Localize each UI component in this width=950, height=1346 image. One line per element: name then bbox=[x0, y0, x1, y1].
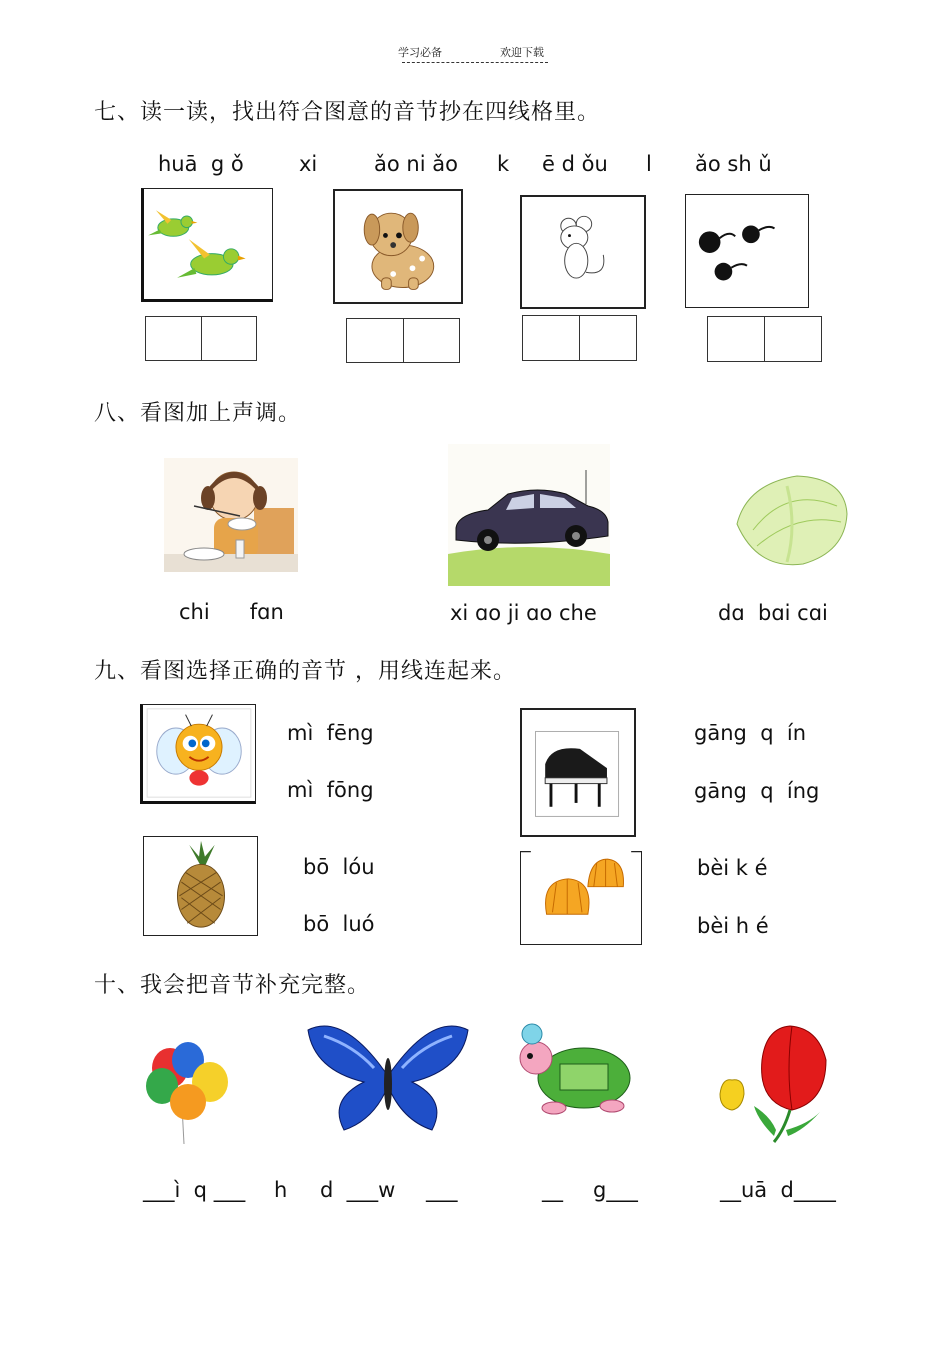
section7-pinyin-6: l bbox=[646, 152, 652, 176]
pineapple-picture bbox=[143, 836, 258, 936]
section8-caption-2: xi ɑo ji ɑo che bbox=[450, 601, 597, 625]
piano-picture bbox=[520, 708, 636, 837]
option-pineapple-2[interactable]: bō luó bbox=[303, 912, 375, 936]
section7-pinyin-4: k bbox=[497, 152, 510, 176]
option-bee-1[interactable]: mì fēng bbox=[287, 721, 374, 745]
section8-title: 八、看图加上声调。 bbox=[94, 401, 302, 426]
puppy-picture bbox=[333, 189, 463, 304]
writing-grid-1[interactable] bbox=[145, 316, 257, 361]
header-left: 学习必备 bbox=[398, 46, 442, 59]
blank-h[interactable]: h bbox=[274, 1178, 288, 1202]
writing-grid-4[interactable] bbox=[707, 316, 822, 362]
option-bee-2[interactable]: mì fōng bbox=[287, 778, 374, 802]
bee-picture bbox=[140, 704, 256, 804]
header-right: 欢迎下载 bbox=[500, 46, 544, 59]
blank-turtle-1[interactable]: __ bbox=[542, 1178, 563, 1202]
mouse-picture bbox=[520, 195, 646, 309]
section7-pinyin-7: ǎo sh ǔ bbox=[695, 152, 772, 176]
section7-pinyin-5: ē d ǒu bbox=[542, 152, 608, 176]
balloons-picture bbox=[126, 1026, 250, 1150]
option-piano-1[interactable]: gāng q ín bbox=[694, 721, 807, 745]
section7-pinyin-3: ǎo ni ǎo bbox=[374, 152, 458, 176]
section8-caption-1: chi fɑn bbox=[179, 600, 284, 624]
turtle-picture bbox=[504, 1012, 638, 1122]
option-shells-2[interactable]: bèi h é bbox=[697, 914, 769, 938]
writing-grid-2[interactable] bbox=[346, 318, 460, 363]
writing-grid-3[interactable] bbox=[522, 315, 637, 361]
section8-caption-3: dɑ bɑi cɑi bbox=[718, 601, 828, 625]
section7-pinyin-1: huā g ǒ bbox=[158, 152, 244, 176]
car-picture bbox=[448, 444, 610, 586]
blank-flower[interactable]: __uā d____ bbox=[720, 1178, 836, 1202]
blank-butterfly[interactable]: d ___w bbox=[320, 1178, 396, 1202]
blank-balloons[interactable]: ___ì q ___ bbox=[143, 1178, 246, 1202]
header-divider bbox=[402, 62, 548, 63]
girl-eating-picture bbox=[164, 458, 298, 572]
option-shells-1[interactable]: bèi k é bbox=[697, 856, 768, 880]
option-pineapple-1[interactable]: bō lóu bbox=[303, 855, 375, 879]
cabbage-picture bbox=[727, 466, 853, 574]
blank-butterfly-end[interactable]: ___ bbox=[426, 1178, 458, 1202]
flower-picture bbox=[714, 1020, 838, 1146]
section7-pinyin-2: xi bbox=[299, 152, 318, 176]
option-piano-2[interactable]: gāng q íng bbox=[694, 779, 820, 803]
section10-title: 十、我会把音节补充完整。 bbox=[94, 973, 371, 998]
section9-title: 九、看图选择正确的音节 ，用线连起来。 bbox=[94, 659, 516, 684]
shells-picture bbox=[520, 851, 642, 945]
section7-title: 七、读一读，找出符合图意的音节抄在四线格里。 bbox=[94, 100, 601, 125]
blank-turtle-2[interactable]: g___ bbox=[593, 1178, 638, 1202]
tadpoles-picture bbox=[685, 194, 809, 308]
butterfly-picture bbox=[304, 1020, 472, 1140]
birds-picture bbox=[141, 188, 273, 302]
